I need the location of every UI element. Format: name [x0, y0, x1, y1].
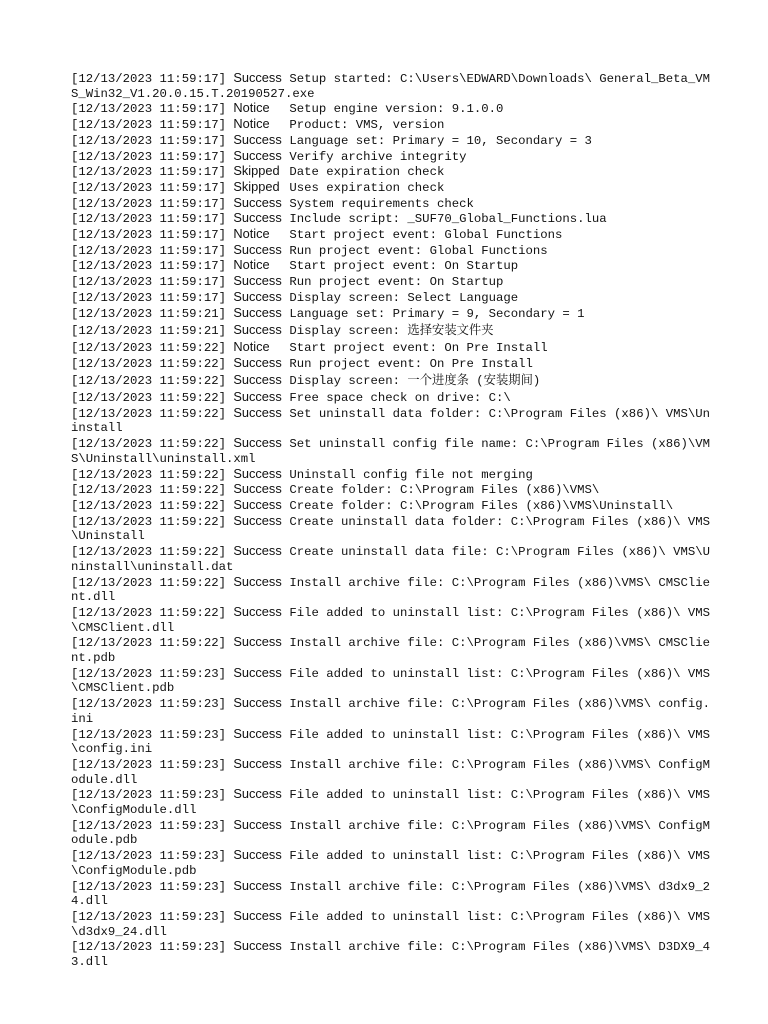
log-status: Success: [233, 131, 282, 147]
log-timestamp: [12/13/2023 11:59:17]: [71, 228, 226, 243]
log-entry: [71, 258, 711, 274]
log-status: Success: [233, 304, 282, 320]
log-message: Free space check on drive: C:\: [289, 391, 511, 406]
log-entry: [71, 406, 711, 436]
log-entry: [71, 909, 711, 939]
log-status: Success: [233, 907, 282, 923]
log-timestamp: [12/13/2023 11:59:17]: [71, 243, 226, 258]
log-timestamp: [12/13/2023 11:59:22]: [71, 391, 226, 406]
log-message: Install archive file: C:\Program Files (x86)\VMS\ ConfigModule.pdb: [71, 818, 710, 848]
log-status: Skipped: [233, 178, 280, 194]
log-timestamp: [12/13/2023 11:59:17]: [71, 196, 226, 211]
log-status: Skipped: [233, 163, 280, 179]
log-message: Install archive file: C:\Program Files (x86)\VMS\ CMSClient.pdb: [71, 636, 710, 666]
log-timestamp: [12/13/2023 11:59:22]: [71, 437, 226, 452]
log-timestamp: [12/13/2023 11:59:17]: [71, 180, 226, 195]
log-entry: [71, 133, 711, 149]
log-status: Success: [233, 210, 282, 226]
log-status: Success: [233, 938, 282, 954]
log-message: Start project event: On Startup: [289, 259, 519, 274]
log-status: Success: [233, 194, 282, 210]
log-timestamp: [12/13/2023 11:59:17]: [71, 212, 226, 227]
log-message: File added to uninstall list: C:\Program Files (x86)\ VMS\ConfigModule.dll: [71, 788, 710, 818]
log-timestamp: [12/13/2023 11:59:22]: [71, 575, 226, 590]
log-status: Success: [233, 147, 282, 163]
log-entry: [71, 635, 711, 665]
log-status: Success: [233, 664, 282, 680]
log-entry: [71, 373, 711, 389]
log-timestamp: [12/13/2023 11:59:17]: [71, 133, 226, 148]
log-entry: [71, 514, 711, 544]
log-timestamp: [12/13/2023 11:59:23]: [71, 849, 226, 864]
log-entry: [71, 848, 711, 878]
log-timestamp: [12/13/2023 11:59:22]: [71, 340, 226, 355]
log-entry: [71, 149, 711, 165]
log-message: Create folder: C:\Program Files (x86)\VMS\: [289, 483, 600, 498]
log-status: Notice: [233, 116, 270, 132]
log-entry: [71, 544, 711, 574]
log-entry: [71, 696, 711, 726]
log-timestamp: [12/13/2023 11:59:22]: [71, 498, 226, 513]
log-message: Display screen: 一个进度条 (安装期间): [289, 374, 541, 389]
log-status: Success: [233, 354, 282, 370]
log-entry: [71, 164, 711, 180]
log-timestamp: [12/13/2023 11:59:23]: [71, 757, 226, 772]
log-message: Uses expiration check: [289, 180, 445, 195]
log-timestamp: [12/13/2023 11:59:22]: [71, 605, 226, 620]
log-entry: [71, 498, 711, 514]
log-message: Language set: Primary = 9, Secondary = 1: [289, 306, 585, 321]
log-status: Success: [233, 389, 282, 405]
log-entry: [71, 290, 711, 306]
log-timestamp: [12/13/2023 11:59:23]: [71, 788, 226, 803]
log-entry: [71, 274, 711, 290]
log-status: Success: [233, 372, 282, 388]
log-entry: [71, 575, 711, 605]
log-timestamp: [12/13/2023 11:59:23]: [71, 666, 226, 681]
log-message: Date expiration check: [289, 165, 445, 180]
log-message: Display screen: 选择安装文件夹: [289, 324, 494, 339]
log-entry: [71, 227, 711, 243]
log-entry: [71, 211, 711, 227]
log-timestamp: [12/13/2023 11:59:17]: [71, 72, 226, 86]
log-timestamp: [12/13/2023 11:59:22]: [71, 636, 226, 651]
log-timestamp: [12/13/2023 11:59:17]: [71, 290, 226, 305]
log-entry: [71, 436, 711, 466]
log-timestamp: [12/13/2023 11:59:22]: [71, 406, 226, 421]
log-entry: [71, 323, 711, 339]
log-entry: [71, 666, 711, 696]
log-timestamp: [12/13/2023 11:59:23]: [71, 727, 226, 742]
log-entry: [71, 180, 711, 196]
log-message: File added to uninstall list: C:\Program Files (x86)\ VMS\CMSClient.dll: [71, 605, 710, 635]
log-timestamp: [12/13/2023 11:59:17]: [71, 165, 226, 180]
log-message: Install archive file: C:\Program Files (x86)\VMS\ CMSClient.dll: [71, 575, 710, 605]
log-entry: [71, 727, 711, 757]
log-message: Setup started: C:\Users\EDWARD\Downloads\ General_Beta_VMS_Win32_V1.20.0.15.T.20190527.exe: [71, 72, 710, 101]
log-status: Success: [233, 786, 282, 802]
log-status: Success: [233, 603, 282, 619]
log-status: Success: [233, 512, 282, 528]
log-timestamp: [12/13/2023 11:59:23]: [71, 909, 226, 924]
log-timestamp: [12/13/2023 11:59:17]: [71, 275, 226, 290]
log-entry: [71, 939, 711, 969]
log-status: Notice: [233, 226, 270, 242]
log-message: Display screen: Select Language: [289, 290, 519, 305]
log-status: Success: [233, 496, 282, 512]
log-message: File added to uninstall list: C:\Program Files (x86)\ VMS\CMSClient.pdb: [71, 666, 710, 696]
log-status: Success: [233, 543, 282, 559]
log-status: Notice: [233, 338, 270, 354]
log-entry: [71, 306, 711, 322]
log-timestamp: [12/13/2023 11:59:23]: [71, 818, 226, 833]
log-document: [71, 71, 711, 970]
log-message: Run project event: Global Functions: [289, 243, 548, 258]
log-message: Start project event: Global Functions: [289, 228, 563, 243]
log-entry: [71, 117, 711, 133]
log-timestamp: [12/13/2023 11:59:23]: [71, 940, 226, 955]
log-timestamp: [12/13/2023 11:59:22]: [71, 545, 226, 560]
log-message: Setup engine version: 9.1.0.0: [289, 102, 504, 117]
log-message: System requirements check: [289, 196, 474, 211]
log-timestamp: [12/13/2023 11:59:21]: [71, 306, 226, 321]
log-status: Success: [233, 725, 282, 741]
log-entry: [71, 757, 711, 787]
log-timestamp: [12/13/2023 11:59:17]: [71, 259, 226, 274]
log-status: Success: [233, 288, 282, 304]
log-message: Install archive file: C:\Program Files (x86)\VMS\ D3DX9_43.dll: [71, 940, 710, 970]
log-message: Install archive file: C:\Program Files (x86)\VMS\ config.ini: [71, 697, 710, 726]
log-message: Run project event: On Pre Install: [289, 356, 533, 371]
log-message: Install archive file: C:\Program Files (x86)\VMS\ ConfigModule.dll: [71, 757, 710, 787]
log-entry: [71, 818, 711, 848]
log-status: Success: [233, 634, 282, 650]
log-status: Success: [233, 481, 282, 497]
log-status: Success: [233, 435, 282, 451]
log-entry: [71, 340, 711, 356]
log-status: Success: [233, 465, 282, 481]
log-message: Run project event: On Startup: [289, 275, 504, 290]
log-status: Success: [233, 322, 282, 338]
log-timestamp: [12/13/2023 11:59:17]: [71, 118, 226, 133]
log-status: Success: [233, 847, 282, 863]
log-message: Set uninstall data folder: C:\Program Files (x86)\ VMS\Uninstall: [71, 406, 710, 436]
log-message: File added to uninstall list: C:\Program Files (x86)\ VMS\config.ini: [71, 727, 710, 757]
log-entry: [71, 243, 711, 259]
log-status: Success: [233, 695, 282, 711]
log-message: File added to uninstall list: C:\Program Files (x86)\ VMS\ConfigModule.pdb: [71, 849, 710, 878]
log-entry: [71, 605, 711, 635]
log-status: Success: [233, 877, 282, 893]
log-status: Notice: [233, 257, 270, 273]
log-timestamp: [12/13/2023 11:59:17]: [71, 149, 226, 164]
log-status: Success: [233, 816, 282, 832]
log-timestamp: [12/13/2023 11:59:21]: [71, 324, 226, 339]
log-timestamp: [12/13/2023 11:59:22]: [71, 374, 226, 389]
log-entry: [71, 467, 711, 483]
log-entry: [71, 356, 711, 372]
log-status: Success: [233, 70, 282, 85]
log-status: Notice: [233, 100, 270, 116]
log-timestamp: [12/13/2023 11:59:23]: [71, 879, 226, 894]
log-entry: [71, 101, 711, 117]
log-status: Success: [233, 755, 282, 771]
log-entry: [71, 879, 711, 909]
log-timestamp: [12/13/2023 11:59:22]: [71, 514, 226, 529]
log-message: Set uninstall config file name: C:\Program Files (x86)\VMS\Uninstall\uninstall.xml: [71, 437, 710, 466]
log-status: Success: [233, 404, 282, 420]
log-entry: [71, 787, 711, 817]
log-entry: [71, 390, 711, 406]
log-status: Success: [233, 241, 282, 257]
log-timestamp: [12/13/2023 11:59:17]: [71, 102, 226, 117]
log-entry: [71, 71, 711, 101]
log-timestamp: [12/13/2023 11:59:22]: [71, 356, 226, 371]
log-message: Product: VMS, version: [289, 118, 445, 133]
log-entry: [71, 196, 711, 212]
log-message: Verify archive integrity: [289, 149, 467, 164]
log-message: Create uninstall data folder: C:\Program Files (x86)\ VMS\Uninstall: [71, 514, 710, 544]
log-timestamp: [12/13/2023 11:59:22]: [71, 483, 226, 498]
log-message: Install archive file: C:\Program Files (x86)\VMS\ d3dx9_24.dll: [71, 879, 710, 909]
log-message: Uninstall config file not merging: [289, 467, 533, 482]
log-message: Create folder: C:\Program Files (x86)\VMS\Uninstall\: [289, 498, 674, 513]
log-message: Include script: _SUF70_Global_Functions.lua: [289, 212, 607, 227]
log-message: Start project event: On Pre Install: [289, 340, 548, 355]
log-entry: [71, 482, 711, 498]
log-message: File added to uninstall list: C:\Program Files (x86)\ VMS\d3dx9_24.dll: [71, 909, 710, 939]
log-message: Language set: Primary = 10, Secondary = 3: [289, 133, 592, 148]
log-status: Success: [233, 273, 282, 289]
log-message: Create uninstall data file: C:\Program Files (x86)\ VMS\Uninstall\uninstall.dat: [71, 545, 710, 574]
log-status: Success: [233, 573, 282, 589]
log-timestamp: [12/13/2023 11:59:22]: [71, 467, 226, 482]
log-timestamp: [12/13/2023 11:59:23]: [71, 697, 226, 712]
